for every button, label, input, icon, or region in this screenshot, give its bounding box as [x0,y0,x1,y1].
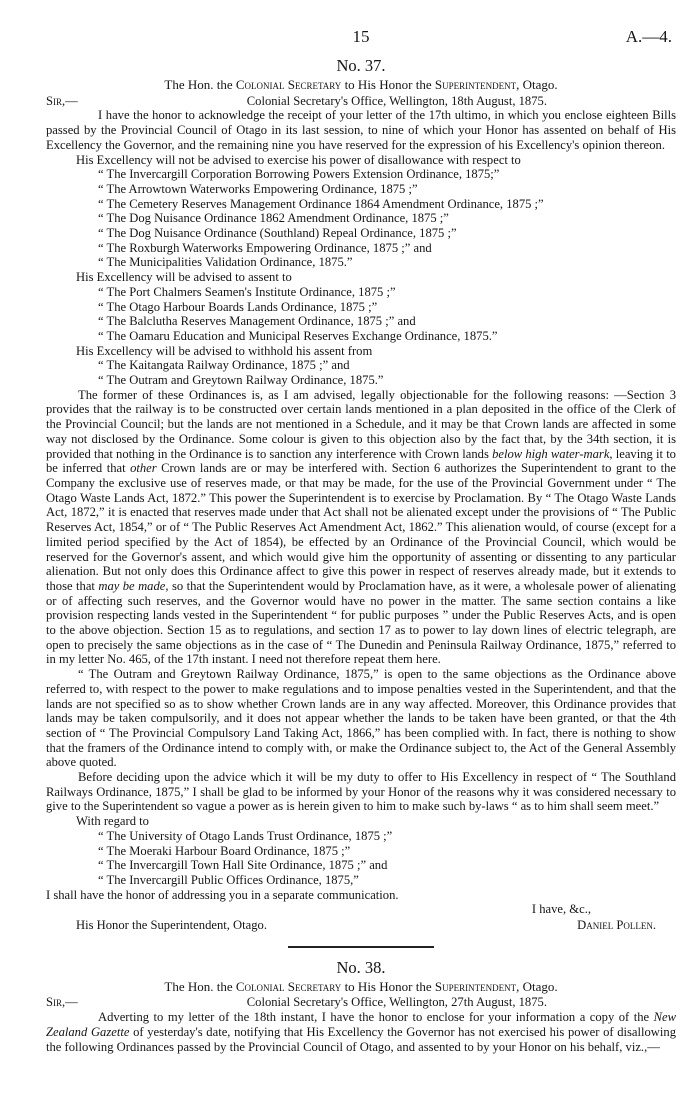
regard-tail: I shall have the honor of addressing you in a separate communication. [46,887,399,902]
salutation: Sir,— [46,995,78,1010]
addressee: His Honor the Superintendent, Otago. [76,918,267,933]
list-item: “ The Municipalities Validation Ordinance, 1875.” [98,255,353,270]
assent-lead: His Excellency will be advised to assent to [76,270,292,285]
outram-paragraph: “ The Outram and Greytown Railway Ordinance, 1875,” is open to the same objections as the Ordinance above referred to, with respect to the power to make regulations and to impose penalties vested in the Superintendent, and that the lands are not specified so as to show whether Crown lands are in any way affected. Moreover, this Ordinance provides that lands may be taken compulsorily, and it does not appear whether the lands to be taken have been granted, or that the 4th section of “ The Provincial Compulsory Land Taking Act, 1866,” has been complied with. In fact, there is nothing to show that the framers of the Ordinance intend to comply with, or make the Ordinance subject to, the Act of the General Assembly above quoted. [46,667,676,770]
list-item: “ The Dog Nuisance Ordinance (Southland) Repeal Ordinance, 1875 ;” [98,226,457,241]
letter-38-heading: The Hon. the Colonial Secretary to His Honor the Superintendent, Otago. [164,978,558,994]
list-item: “ The Invercargill Corporation Borrowing Powers Extension Ordinance, 1875;” [98,167,500,182]
salutation: Sir,— [46,93,78,108]
list-item: “ The Invercargill Public Offices Ordinance, 1875,” [98,872,359,887]
closing-formula: I have, &c., [531,902,591,917]
page-number: 15 [352,27,370,46]
withhold-lead: His Excellency will be advised to withhold his assent from [76,343,373,358]
letter-38-body: Adverting to my letter of the 18th instant, I have the honor to enclose for your information a copy of the New Zealand Gazette of yesterday's date, notifying that His Excellency the Governor has not exercised his power of disallowing the following Ordinances passed by the Provincial Council of Otago, and assented to by your Honor on his behalf, viz.,— [46,1010,676,1054]
list-item: “ The Cemetery Reserves Management Ordinance 1864 Amendment Ordinance, 1875 ;” [98,196,544,211]
page-header [46,27,676,56]
southland-paragraph: Before deciding upon the advice which it will be my duty to offer to His Excellency in respect of “ The Southland Railways Ordinance, 1875,” I shall be glad to be informed by your Honor of the reasons why it was considered necessary to give to the Superintendent so vague a power as is herein given to him to make such by-laws “ as to him shall seem meet.” [46,770,676,814]
list-item: “ The Otago Harbour Boards Lands Ordinance, 1875 ;” [98,299,378,314]
list-item: “ The Invercargill Town Hall Site Ordinance, 1875 ;” and [98,858,388,873]
letter-37-number: No. 37. [336,56,386,75]
regard-lead: With regard to [76,814,149,829]
signatory: Daniel Pollen. [577,918,656,933]
sheet-reference: A.—4. [625,27,672,46]
list-item: “ The Outram and Greytown Railway Ordinance, 1875.” [98,373,384,388]
list-item: “ The Moeraki Harbour Board Ordinance, 1875 ;” [98,843,351,858]
section-divider [288,946,434,948]
disallowance-lead: His Excellency will not be advised to exercise his power of disallowance with respect to [76,152,521,167]
list-item: “ The Dog Nuisance Ordinance 1862 Amendment Ordinance, 1875 ;” [98,211,449,226]
intro-paragraph: I have the honor to acknowledge the receipt of your letter of the 17th ultimo, in which you enclose eighteen Bills passed by the Provincial Council of Otago in its last session, to nine of which your Honor has assented on behalf of His Excellency the Governor, and the remaining nine you have reserved for the expression of his Excellency's opinion thereon. [46,108,676,152]
list-item: “ The Arrowtown Waterworks Empowering Ordinance, 1875 ;” [98,181,418,196]
list-item: “ The University of Otago Lands Trust Ordinance, 1875 ;” [98,828,393,843]
letter-37-signoff [46,918,676,933]
letter-37-salutation-line [46,94,676,109]
list-item: “ The Oamaru Education and Municipal Reserves Exchange Ordinance, 1875.” [98,328,498,343]
letter-38-salutation-line [46,995,676,1010]
office-dateline: Colonial Secretary's Office, Wellington, 27th August, 1875. [246,995,547,1010]
list-item: “ The Kaitangata Railway Ordinance, 1875 ;” and [98,358,350,373]
office-dateline: Colonial Secretary's Office, Wellington, 18th August, 1875. [246,93,547,108]
list-item: “ The Roxburgh Waterworks Empowering Ordinance, 1875 ;” and [98,240,432,255]
letter-38-number: No. 38. [336,957,386,977]
list-item: “ The Balclutha Reserves Management Ordinance, 1875 ;” and [98,314,416,329]
list-item: “ The Port Chalmers Seamen's Institute Ordinance, 1875 ;” [98,284,396,299]
reasons-paragraph: The former of these Ordinances is, as I am advised, legally objectionable for the following reasons: —Section 3 provides that the railway is to be constructed over certain lands mentioned in a plan deposited in the office of the Clerk of the Provincial Council; but the lands are not mentioned in a Schedule, and it may be that Crown lands are affected in some way not disclosed by the Ordinance. Some colour is given to this objection also by the fact that, by the 34th section, it is provided that nothing in the Ordinance is to sanction any interference with Crown lands below high water-mark, leaving it to be inferred that other Crown lands are or may be interfered with. Section 6 authorizes the Superintendent to grant to the Company the exclusive use of reserves made, or that may be made, for the use of the Provincial Government under “ The Otago Waste Lands Act, 1872.” This power the Superintendent is to exercise by Proclamation. By “ The Otago Waste Lands Act, 1872,” it is enacted that reserves made under that Act shall not be alienated except under the provisions of “ The Public Reserves Act, 1854,” or of “ The Public Reserves Act Amendment Act, 1862.” This alienation would, of course (except for a limited period specified by the Act of 1854), be effected by an Ordinance of the Provincial Council, which would be reserved for the Governor's assent, and which would give him the opportunity of assenting or dissenting to any particular alienation. But not only does this Ordinance affect to give this power in respect of reserves already made, but it extends to those that may be made, so that the Superintendent would by Proclamation have, as it were, a wholesale power of alienating or of affecting such reserves, and the Governor would have no power in the matter. The same section contains a like provision respecting lands vested in the Superintendent “ for public purposes ” under the Public Reserves Acts, and is open to the above objection. Section 15 as to regulations, and section 17 as to power to lay down lines of electric telegraph, are open to precisely the same objections as in the case of “ The Dunedin and Peninsula Railway Ordinance, 1875,” referred to in my letter No. 465, of the 17th instant. I need not therefore repeat them here. [46,387,676,667]
letter-37-heading: The Hon. the Colonial Secretary to His Honor the Superintendent, Otago. [164,77,558,92]
